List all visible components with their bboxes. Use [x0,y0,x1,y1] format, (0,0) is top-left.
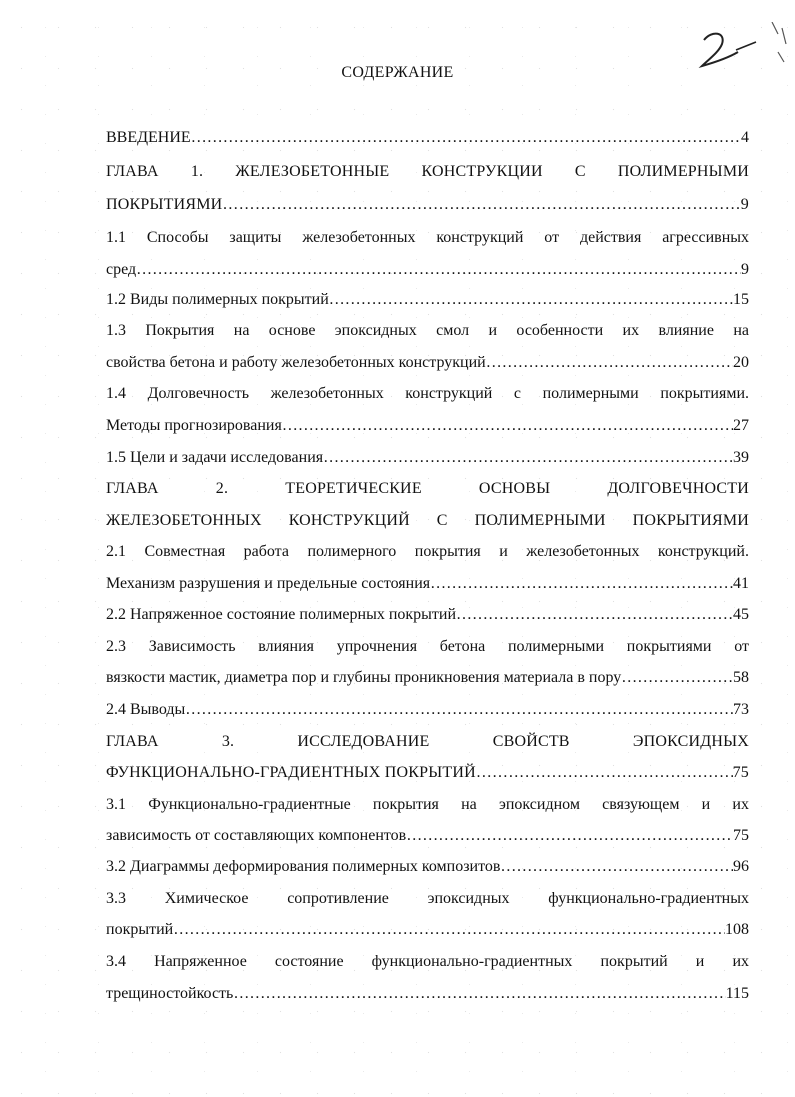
toc-page-number: 4 [741,129,749,146]
toc-entry-3-3-end [106,917,749,943]
dot-leader [430,571,733,597]
dot-leader [191,125,741,151]
dot-leader [329,287,733,313]
toc-entry-3-3: 3.3 Химическое сопротивление эпоксидных функционально-градиентных [106,890,749,907]
dot-leader [136,257,741,283]
toc-entry-text: зависимость от составляющих компонентов [106,827,407,844]
toc-entry-3-1: 3.1 Функционально-градиентные покрытия на эпоксидном связующем и их [106,796,749,813]
toc-page-number: 9 [741,261,749,278]
toc-page-number: 75 [733,827,749,844]
toc-entry-text: 1.2 Виды полимерных покрытий [106,291,329,308]
toc-page-number: 9 [740,196,749,213]
toc-entry-1-5 [106,445,749,471]
dot-leader [621,665,733,691]
dot-leader [233,981,725,1007]
toc-entry-text: 3.2 Диаграммы деформирования полимерных композитов [106,858,501,875]
toc-entry-text: свойства бетона и работу железобетонных конструкций [106,354,486,371]
toc-entry-text: 1.5 Цели и задачи исследования [106,449,324,466]
toc-entry-1-1: 1.1 Способы защиты железобетонных конструкций от действия агрессивных [106,229,749,246]
page-title: СОДЕРЖАНИЕ [341,64,454,81]
toc-entry-2-4 [106,697,749,723]
toc-entry-1-3-end [106,350,749,376]
toc-entry-2-3-end [106,665,749,691]
toc-entry-1-1-end [106,257,749,283]
toc-entry-2-3: 2.3 Зависимость влияния упрочнения бетона полимерными покрытиями от [106,638,749,655]
toc-entry-text: покрытий [106,921,174,938]
toc-page-number: 41 [733,575,749,592]
toc-entry-text: 2.4 Выводы [106,701,186,718]
toc-entry-text: ПОКРЫТИЯМИ [106,196,223,213]
toc-chapter-2-heading: ГЛАВА 2. ТЕОРЕТИЧЕСКИЕ ОСНОВЫ ДОЛГОВЕЧНОСТИ [106,480,749,497]
toc-chapter-1-heading: ГЛАВА 1. ЖЕЛЕЗОБЕТОННЫЕ КОНСТРУКЦИИ С ПОЛИМЕРНЫМИ [106,163,749,180]
toc-page-number: 39 [733,449,749,466]
toc-page-number: 108 [725,921,749,938]
toc-chapter-3-heading: ГЛАВА 3. ИССЛЕДОВАНИЕ СВОЙСТВ ЭПОКСИДНЫХ [106,733,749,750]
toc-entry-introduction [106,125,749,151]
dot-leader [456,602,733,628]
toc-page-number: 96 [733,858,749,875]
toc-entry-2-2 [106,602,749,628]
dot-leader [222,192,740,218]
dot-leader [406,823,733,849]
toc-entry-3-2 [106,854,749,880]
toc-entry-text: ФУНКЦИОНАЛЬНО-ГРАДИЕНТНЫХ ПОКРЫТИЙ [106,764,476,781]
toc-page-number: 20 [733,354,749,371]
toc-entry-3-4-end [106,981,749,1007]
toc-entry-1-4: 1.4 Долговечность железобетонных конструкций с полимерными покрытиями. [106,385,749,402]
toc-entry-text: сред [106,261,137,278]
toc-chapter-2-heading-end: ЖЕЛЕЗОБЕТОННЫХ КОНСТРУКЦИЙ С ПОЛИМЕРНЫМИ ПОКРЫТИЯМИ [106,512,749,529]
toc-entry-3-4: 3.4 Напряженное состояние функционально-градиентных покрытий и их [106,953,749,970]
toc-entry-2-1-end [106,571,749,597]
toc-entry-1-4-end [106,413,749,439]
toc-page-number: 73 [733,701,749,718]
toc-entry-1-3: 1.3 Покрытия на основе эпоксидных смол и особенности их влияние на [106,322,749,339]
toc-entry-text: 2.2 Напряженное состояние полимерных покрытий [106,606,457,623]
dot-leader [323,445,733,471]
toc-entry-text: вязкости мастик, диаметра пор и глубины проникновения материала в пору [106,669,622,686]
toc-page-number: 27 [733,417,749,434]
dot-leader [476,760,733,786]
toc-page-number: 45 [733,606,749,623]
toc-entry-text: Механизм разрушения и предельные состояния [106,575,431,592]
toc-page-number: 115 [725,985,749,1002]
dot-leader [185,697,733,723]
dot-leader [500,854,733,880]
dot-leader [486,350,733,376]
toc-entry-text: Методы прогнозирования [106,417,282,434]
toc-entry-text: трещиностойкость [106,985,234,1002]
toc-entry-3-1-end [106,823,749,849]
dot-leader [282,413,733,439]
toc-page-number: 58 [733,669,749,686]
toc-chapter-1-heading-end [106,192,749,218]
toc-chapter-3-heading-end [106,760,749,786]
toc-entry-1-2 [106,287,749,313]
toc-entry-2-1: 2.1 Совместная работа полимерного покрытия и железобетонных конструкций. [106,543,749,560]
toc-entry-text: ВВЕДЕНИЕ [106,129,191,146]
toc-page-number: 15 [733,291,749,308]
dot-leader [173,917,725,943]
toc-page-number: 75 [732,764,749,781]
